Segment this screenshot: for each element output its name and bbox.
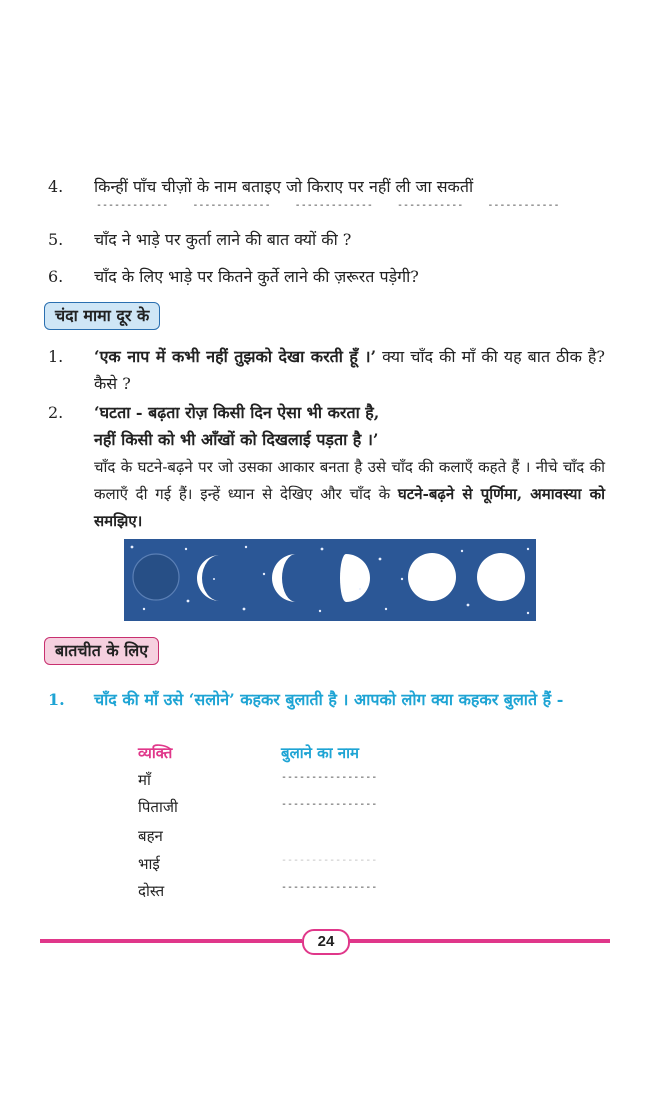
question-number: 6. xyxy=(48,267,64,286)
question-text: किन्हीं पाँच चीज़ों के नाम बताइए जो किराए पर नहीं ली जा सकतीं xyxy=(94,177,474,196)
column-header-person: व्यक्ति xyxy=(138,744,173,762)
question-text: चाँद की माँ उसे ‘सलोने’ कहकर बुलाती है । आपको लोग क्या कहकर बुलाते हैं - xyxy=(94,690,564,709)
person-label: बहन xyxy=(138,827,163,845)
question-number: 1. xyxy=(48,690,65,709)
answer-blank: ---------------- xyxy=(281,772,378,783)
footer-line-left xyxy=(40,939,302,943)
half-moon-icon xyxy=(340,554,370,602)
paragraph-text: चाँद के घटने-बढ़ने पर जो उसका आकार बनता है उसे चाँद की कलाएँ कहते हैं । नीचे चाँद की कलाएँ दी गई हैं। इन्हें ध्यान से देखिए और चाँद के xyxy=(94,458,605,503)
moon-phases-image xyxy=(124,539,536,621)
paragraph-bold-text: घटने-बढ़ने से पूर्णिमा, अमावस्या को समझिए। xyxy=(94,485,605,530)
section-heading-baatcheet: बातचीत के लिए xyxy=(44,637,159,665)
answer-blank: ---------------- xyxy=(281,799,378,810)
question-text xyxy=(94,343,605,397)
person-label: दोस्त xyxy=(138,882,165,900)
question-number: 5. xyxy=(48,230,64,249)
question-rest: क्या चाँद की माँ की यह बात ठीक है? कैसे ? xyxy=(94,347,605,393)
poem-quote: ‘एक नाप में कभी नहीं तुझको देखा करती हूँ ।’ xyxy=(94,347,377,366)
footer-line-right xyxy=(346,939,610,943)
moon-phases-illustration xyxy=(124,539,536,621)
person-label: भाई xyxy=(138,855,160,873)
gibbous-moon-icon xyxy=(408,553,456,601)
full-moon-icon xyxy=(477,553,525,601)
answer-blanks: ------------ ------------- ------------- ----------- ------------ xyxy=(96,200,560,211)
poem-line-1: ‘घटता - बढ़ता रोज़ किसी दिन ऐसा भी करता है, xyxy=(94,403,380,422)
question-quote xyxy=(94,399,605,453)
question-text: चाँद ने भाड़े पर कुर्ता लाने की बात क्यों की ? xyxy=(94,230,352,249)
new-moon-icon xyxy=(133,554,179,600)
section-heading-chanda-mama: चंदा मामा दूर के xyxy=(44,302,160,330)
answer-blank: ---------------- xyxy=(281,882,378,893)
poem-line-2: नहीं किसी को भी आँखों को दिखलाई पड़ता है ।’ xyxy=(94,430,379,449)
person-label: पिताजी xyxy=(138,798,178,816)
question-number: 2. xyxy=(48,403,64,422)
question-text: चाँद के लिए भाड़े पर कितने कुर्ते लाने की ज़रूरत पड़ेगी? xyxy=(94,267,419,286)
person-label: माँ xyxy=(138,771,151,789)
crescent-moon-large-icon xyxy=(272,554,296,602)
crescent-moon-icon xyxy=(197,555,220,601)
question-number: 4. xyxy=(48,177,64,196)
column-header-name: बुलाने का नाम xyxy=(281,744,359,762)
moon-phases-paragraph xyxy=(94,454,605,535)
page-number: 24 xyxy=(302,929,350,955)
answer-blank: ---------------- xyxy=(281,855,378,866)
question-number: 1. xyxy=(48,347,64,366)
stars-decoration xyxy=(131,546,530,615)
